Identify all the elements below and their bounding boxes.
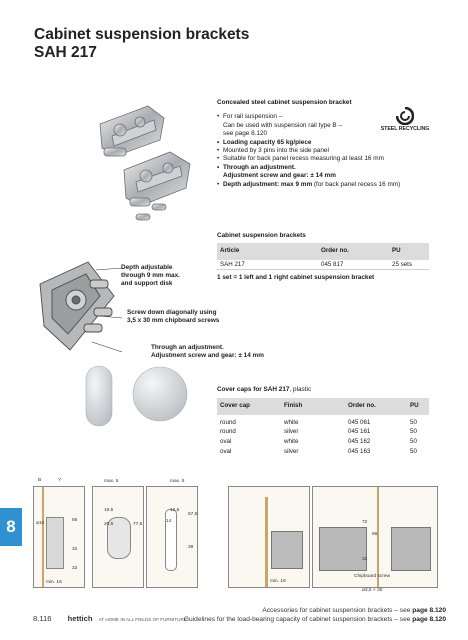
brand-slogan: AT HOME IN ALL FIELDS OF FURNITURE [98, 617, 187, 622]
caps-section [217, 386, 429, 456]
bullet-item-cont: Adjustment screw and gear: ± 14 mm [223, 172, 336, 180]
callout-screw: Screw down diagonally using 3,5 x 30 mm chipboard screws [127, 309, 220, 324]
brand-logo: hettich [67, 614, 93, 623]
dim-label: min. 16 [46, 580, 62, 585]
chapter-tab: 8 [0, 508, 22, 546]
callout-depth: Depth adjustable through 9 mm max. and support disk [121, 264, 180, 287]
col-finish: Finish [281, 398, 345, 414]
callout-adjust: Through an adjustment. Adjustment screw and gear: ± 14 mm [151, 344, 264, 359]
title-line-2: SAH 217 [34, 44, 97, 61]
dim-label: Y [58, 478, 62, 483]
dim-label: 14 [166, 519, 172, 524]
dim-label: Chipboard screw [354, 574, 390, 579]
footer-left [33, 614, 187, 623]
page-number: 8.116 [33, 614, 52, 623]
table-row: round white 045 061 50 [220, 418, 417, 426]
recycling-icon [396, 107, 414, 125]
col-pu: PU [407, 398, 429, 414]
logo-text: STEEL RECYCLING [380, 126, 430, 132]
concealed-heading: Concealed steel cabinet suspension bracket [217, 99, 352, 106]
dim-label: max. 5 [104, 479, 119, 484]
cover-caps-photo [80, 360, 200, 430]
dim-label: 77,5 [133, 522, 143, 527]
cell: SAH 217 [217, 260, 318, 270]
dim-label: max. 5 [170, 479, 185, 484]
table-row: oval silver 045 163 50 [220, 447, 417, 455]
set-note: 1 set = 1 left and 1 right cabinet suspension bracket [217, 274, 375, 282]
oval-cap-icon [86, 366, 112, 426]
dim-label: 32 [72, 547, 78, 552]
col-article: Article [217, 243, 318, 259]
dim-label: 32 [72, 566, 78, 571]
dim-label: B [38, 478, 42, 483]
page-title [34, 26, 249, 62]
dim-drawing-5 [312, 486, 438, 588]
dim-label: 57,5 [188, 512, 198, 517]
dim-drawing-3 [146, 486, 198, 588]
dim-label: ø10 [36, 521, 45, 526]
dim-label: 56 [72, 518, 78, 523]
table-row: oval white 045 162 50 [220, 438, 417, 445]
bullet-item: • For rail suspension – [217, 113, 457, 121]
dim-label: 39 [188, 545, 194, 550]
bullet-item: • Through an adjustment. [217, 164, 457, 172]
dim-label: 19,5 [104, 508, 114, 513]
footer-references [184, 606, 446, 624]
dim-label: 32 [362, 557, 368, 562]
title-line-1: Cabinet suspension brackets [34, 26, 250, 43]
brackets-section [217, 232, 429, 283]
cell: 25 sets [389, 260, 429, 270]
dim-drawing-2 [92, 486, 144, 588]
bullet-item: • Loading capacity 65 kg/piece [217, 139, 457, 147]
round-cap-icon [133, 367, 187, 421]
caps-heading: Cover caps for SAH 217, plastic [217, 386, 312, 393]
dim-label: min. 16 [270, 579, 286, 584]
bullet-item: • Depth adjustment: max 9 mm (for back panel recess 16 mm) [217, 181, 457, 189]
dim-label: 20,5 [104, 522, 114, 527]
col-cover-cap: Cover cap [217, 398, 281, 414]
col-pu: PU [389, 243, 429, 259]
bullet-item-cont: Can be used with suspension rail type B – [223, 121, 343, 129]
caps-table [217, 398, 429, 456]
footer-ref-2: Guidelines for the load-bearing capacity of cabinet suspension brackets – see page 8.120 [183, 616, 446, 624]
brackets-heading: Cabinet suspension brackets [217, 232, 306, 239]
col-order-no: Order no. [345, 398, 407, 414]
bracket-photo [90, 96, 202, 242]
cell: 045 817 [318, 260, 389, 270]
dim-label: 12,5 [170, 508, 180, 513]
dim-drawing-1 [33, 486, 85, 588]
table-row: round silver 045 161 50 [220, 428, 417, 436]
brackets-table [217, 243, 429, 270]
footer-ref-1: Accessories for cabinet suspension brackets – see page 8.120 [262, 607, 446, 614]
bullet-item-cont: see page 8.120 [223, 130, 268, 138]
bullet-item: • Mounted by 3 pins into the side panel [217, 147, 457, 155]
dim-drawing-4 [228, 486, 310, 588]
table-row [217, 260, 429, 270]
dim-label: ø3,5 × 30 [362, 588, 383, 593]
col-order-no: Order no. [318, 243, 389, 259]
steel-recycling-logo [372, 107, 438, 143]
bracket-drawing [34, 256, 124, 356]
dim-label: 72 [362, 520, 368, 525]
dim-label: 96 [372, 532, 378, 537]
bullet-item: • Suitable for back panel recess measuring at least 16 mm [217, 155, 457, 163]
